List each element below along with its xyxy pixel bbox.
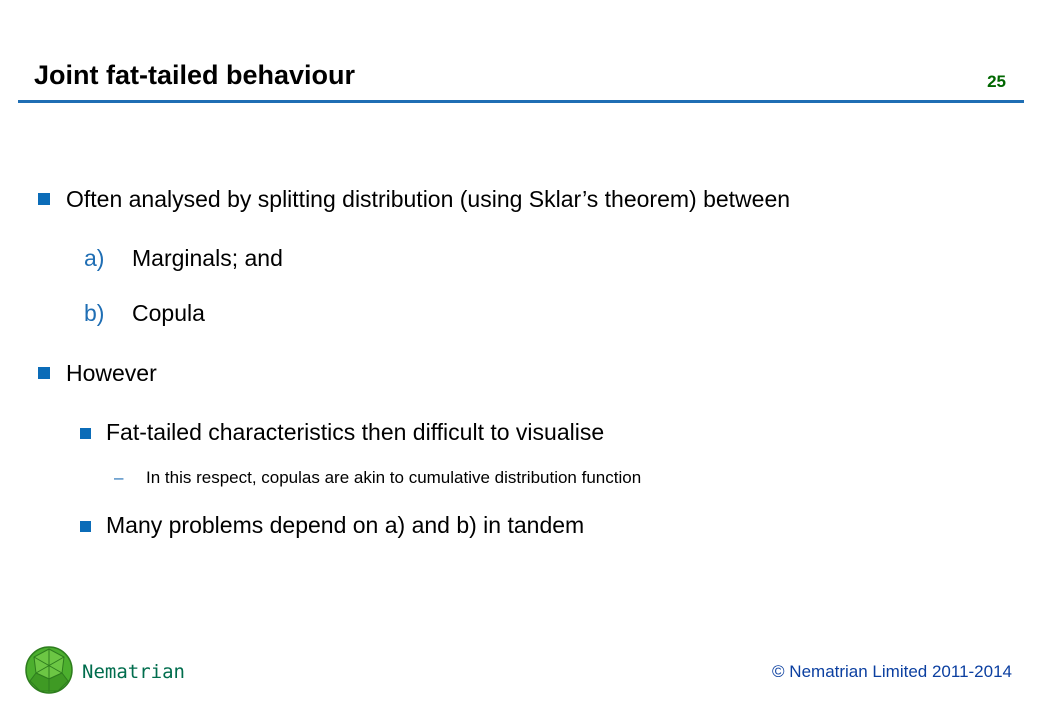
sub-sub-bullet-text: In this respect, copulas are akin to cumulative distribution function <box>146 468 642 487</box>
sub-bullet-square-icon <box>80 521 91 532</box>
sub-bullet-square-icon <box>80 428 91 439</box>
dash-icon: – <box>114 468 124 487</box>
sub-marker-b: b) <box>84 300 105 326</box>
slide-number: 25 <box>987 72 1006 91</box>
bullet-square-icon <box>38 367 50 379</box>
green-polyhedron-logo-icon <box>24 645 74 695</box>
bullet-text: Often analysed by splitting distribution (using Sklar’s theorem) between <box>66 186 791 212</box>
sub-marker-a: a) <box>84 245 105 271</box>
footer-copyright: © Nematrian Limited 2011-2014 <box>772 662 1012 681</box>
title-divider <box>18 100 1024 103</box>
sub-bullet-text: Many problems depend on a) and b) in tandem <box>106 512 585 538</box>
sub-item-copula: Copula <box>132 300 205 326</box>
sub-item-marginals: Marginals; and <box>132 245 283 271</box>
slide-title: Joint fat-tailed behaviour <box>34 60 356 90</box>
footer-brand: Nematrian <box>82 661 185 683</box>
sub-bullet-text: Fat-tailed characteristics then difficult to visualise <box>106 419 605 445</box>
bullet-square-icon <box>38 193 50 205</box>
bullet-text: However <box>66 360 157 386</box>
